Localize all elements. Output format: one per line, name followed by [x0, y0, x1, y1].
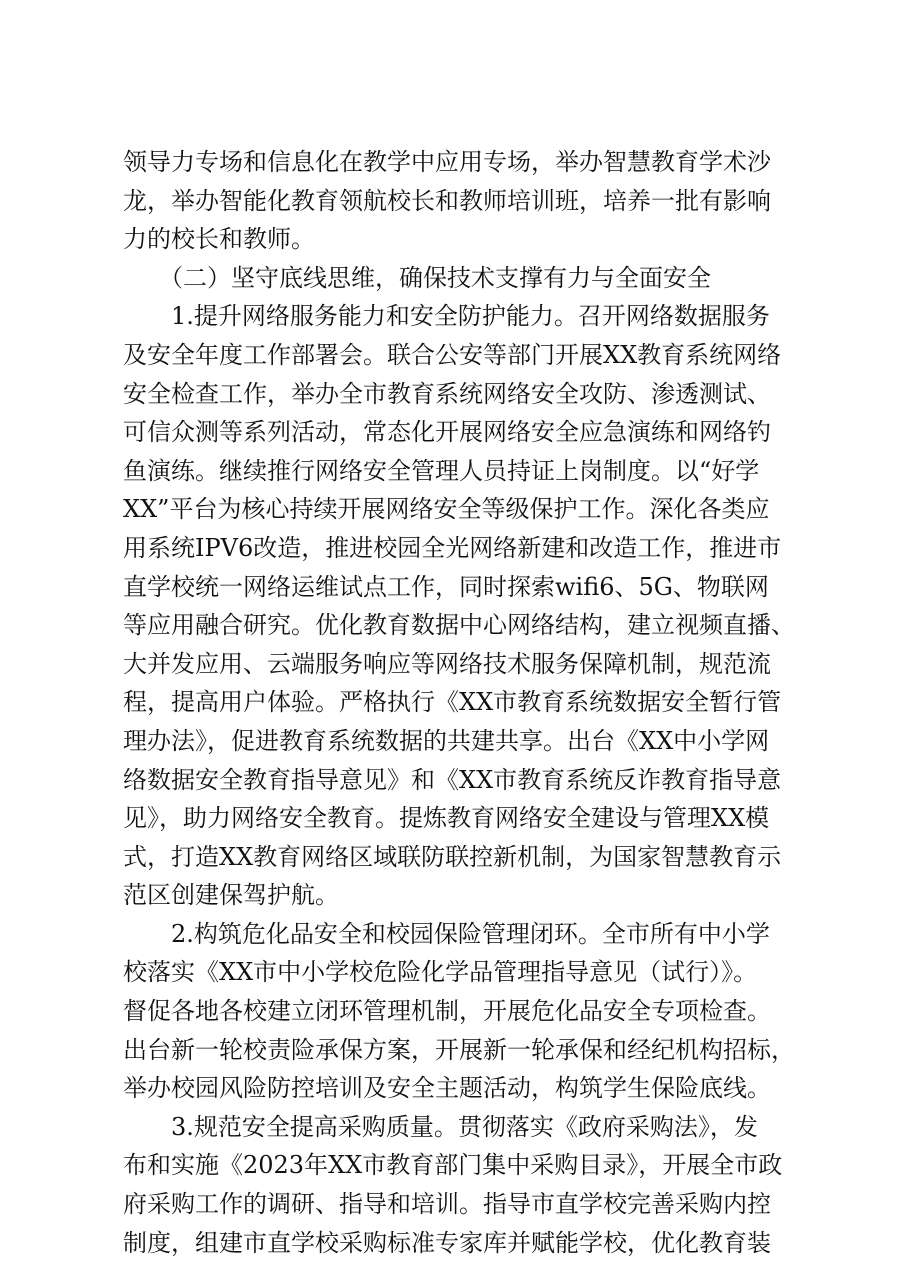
text-line: 程，提高用户体验。严格执行《XX市教育系统数据安全暂行管: [123, 688, 782, 717]
text-line: 布和实施《2023年XX市教育部门集中采购目录》，开展全市政: [123, 1151, 783, 1180]
text-line: 安全检查工作，举办全市教育系统网络安全攻防、渗透测试、: [123, 379, 771, 408]
text-line: 用系统IPV6改造，推进校园全光网络新建和改造工作，推进市: [123, 533, 782, 562]
text-line: XX”平台为核心持续开展网络安全等级保护工作。深化各类应: [123, 495, 770, 524]
text-line: （二）坚守底线思维，确保技术支撑有力与全面安全: [123, 263, 711, 292]
text-line: 1.提升网络服务能力和安全防护能力。召开网络数据服务: [123, 302, 770, 331]
text-line: 校落实《XX市中小学校危险化学品管理指导意见（试行）》。: [123, 958, 758, 987]
text-line: 鱼演练。继续推行网络安全管理人员持证上岗制度。以“好学: [123, 456, 760, 485]
text-line: 督促各地各校建立闭环管理机制，开展危化品安全专项检查。: [123, 997, 771, 1026]
text-line: 领导力专场和信息化在教学中应用专场，举办智慧教育学术沙: [123, 148, 771, 176]
text-line: 制度，组建市直学校采购标准专家库并赋能学校，优化教育装: [123, 1228, 771, 1257]
text-line: 及安全年度工作部署会。联合公安等部门开展XX教育系统网络: [123, 340, 782, 369]
text-line: 络数据安全教育指导意见》和《XX市教育系统反诈教育指导意: [123, 765, 782, 794]
text-line: 大并发应用、云端服务响应等网络技术服务保障机制，规范流: [123, 649, 771, 678]
text-line: 等应用融合研究。优化教育数据中心网络结构，建立视频直播、: [123, 611, 795, 640]
text-line: 龙，举办智能化教育领航校长和教师培训班，培养一批有影响: [123, 186, 771, 215]
text-line: 直学校统一网络运维试点工作，同时探索wifi6、5G、物联网: [123, 572, 769, 601]
text-line: 见》，助力网络安全教育。提炼教育网络安全建设与管理XX模: [123, 804, 770, 833]
text-line: 3.规范安全提高采购质量。贯彻落实《政府采购法》，发: [123, 1112, 758, 1141]
text-line: 府采购工作的调研、指导和培训。指导市直学校完善采购内控: [123, 1190, 771, 1219]
text-line: 举办校园风险防控培训及安全主题活动，构筑学生保险底线。: [123, 1074, 771, 1103]
text-line: 式，打造XX教育网络区域联防联控新机制，为国家智慧教育示: [123, 842, 782, 871]
text-line: 出台新一轮校责险承保方案，开展新一轮承保和经纪机构招标，: [123, 1035, 795, 1064]
document-body: [123, 143, 799, 1262]
text-line: 力的校长和教师。: [123, 225, 315, 254]
text-line: 可信众测等系列活动，常态化开展网络安全应急演练和网络钓: [123, 418, 771, 447]
text-line: 理办法》，促进教育系统数据的共建共享。出台《XX中小学网: [123, 726, 770, 755]
text-line: 2.构筑危化品安全和校园保险管理闭环。全市所有中小学: [123, 919, 770, 948]
text-line: 范区创建保驾护航。: [123, 881, 339, 910]
